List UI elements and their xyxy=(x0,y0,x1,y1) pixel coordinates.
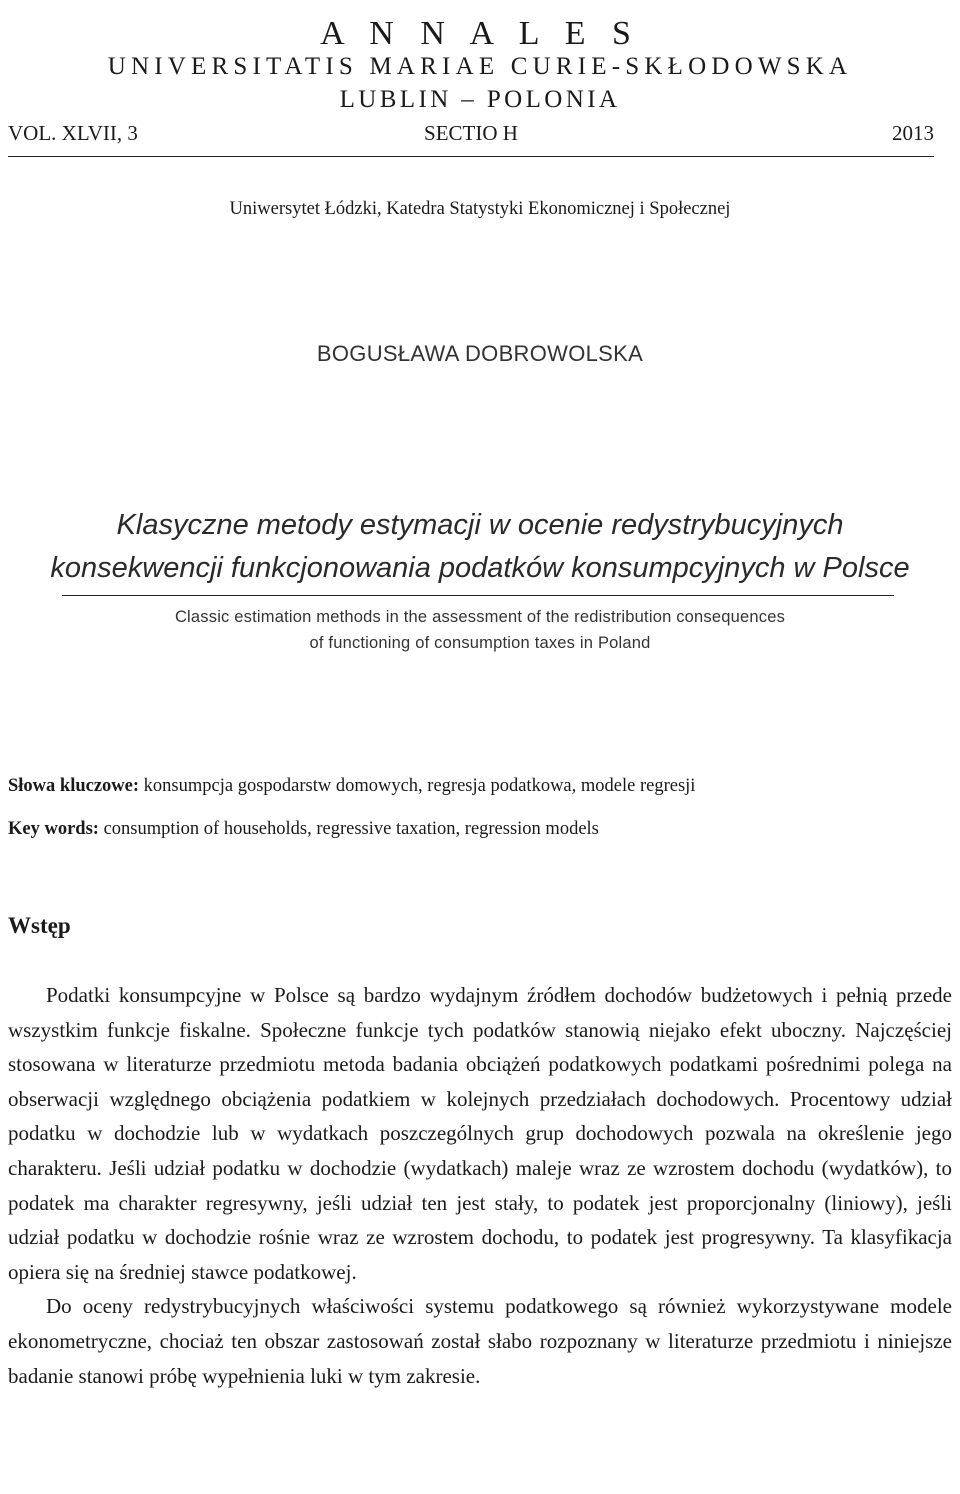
paragraph-1: Podatki konsumpcyjne w Polsce są bardzo wydajnym źródłem dochodów budżetowych i pełnią przede wszystkim funkcje fiskalne. Społeczne funkcje tych podatków stanowią niejako efekt uboczny. Najczęściej stosowana w literaturze przedmiotu metoda badania obciążeń podatkowych podatkami pośrednimi polega na obserwacji względnego obciążenia podatkiem w kolejnych przedziałach dochodowych. Procentowy udział podatku w dochodzie lub w wydatkach poszczególnych grup dochodowych pozwala na określenie jego charakteru. Jeśli udział podatku w dochodzie (wydatkach) maleje wraz ze wzrostem dochodu (wydatków), to podatek ma charakter regresywny, jeśli udział ten jest stały, to podatek jest proporcjonalny (liniowy), jeśli udział podatku w dochodzie rośnie wraz ze wzrostem dochodu, to podatek jest progresywny. Ta klasyfikacja opiera się na średniej stawce podatkowej. xyxy=(8,983,952,1284)
section-heading: Wstęp xyxy=(8,913,71,938)
university-name: UNIVERSITATIS MARIAE CURIE-SKŁODOWSKA xyxy=(107,53,853,80)
journal-volume: VOL. XLVII, 3 xyxy=(8,121,138,145)
title-divider xyxy=(62,595,894,596)
keywords-english-label: Key words: xyxy=(8,819,99,839)
keywords-polish-text: konsumpcja gospodarstw domowych, regresja podatkowa, modele regresji xyxy=(139,776,696,796)
journal-name: A N N A L E S xyxy=(320,15,640,52)
journal-location: LUBLIN – POLONIA xyxy=(339,86,621,113)
paper-title-line-1: Klasyczne metody estymacji w ocenie redystrybucyjnych xyxy=(116,509,844,541)
body-text xyxy=(8,978,952,1393)
paper-title-line-2: konsekwencji funkcjonowania podatków konsumpcyjnych w Polsce xyxy=(50,552,910,584)
journal-year: 2013 xyxy=(892,121,934,145)
journal-section: SECTIO H xyxy=(424,121,518,145)
volume-row xyxy=(8,118,934,148)
author-name: BOGUSŁAWA DOBROWOLSKA xyxy=(316,341,644,366)
keywords-polish xyxy=(8,773,938,799)
paragraph-2: Do oceny redystrybucyjnych właściwości systemu podatkowego są również wykorzystywane modele ekonometryczne, chociaż ten obszar zastosowań został słabo rozpoznany w literaturze przedmiotu i niniejsze badanie stanowi próbę wypełnienia luki w tym zakresie. xyxy=(8,1294,952,1388)
keywords-english xyxy=(8,816,938,842)
english-title-line-1: Classic estimation methods in the assessment of the redistribution consequences xyxy=(174,608,786,626)
header-divider xyxy=(8,156,934,157)
author-affiliation: Uniwersytet Łódzki, Katedra Statystyki Ekonomicznej i Społecznej xyxy=(229,199,731,219)
paper-title xyxy=(0,504,960,590)
keywords-english-text: consumption of households, regressive taxation, regression models xyxy=(98,819,599,839)
english-title-line-2: of functioning of consumption taxes in Poland xyxy=(309,634,651,652)
keywords-polish-label: Słowa kluczowe: xyxy=(8,776,140,796)
english-title xyxy=(0,604,960,656)
